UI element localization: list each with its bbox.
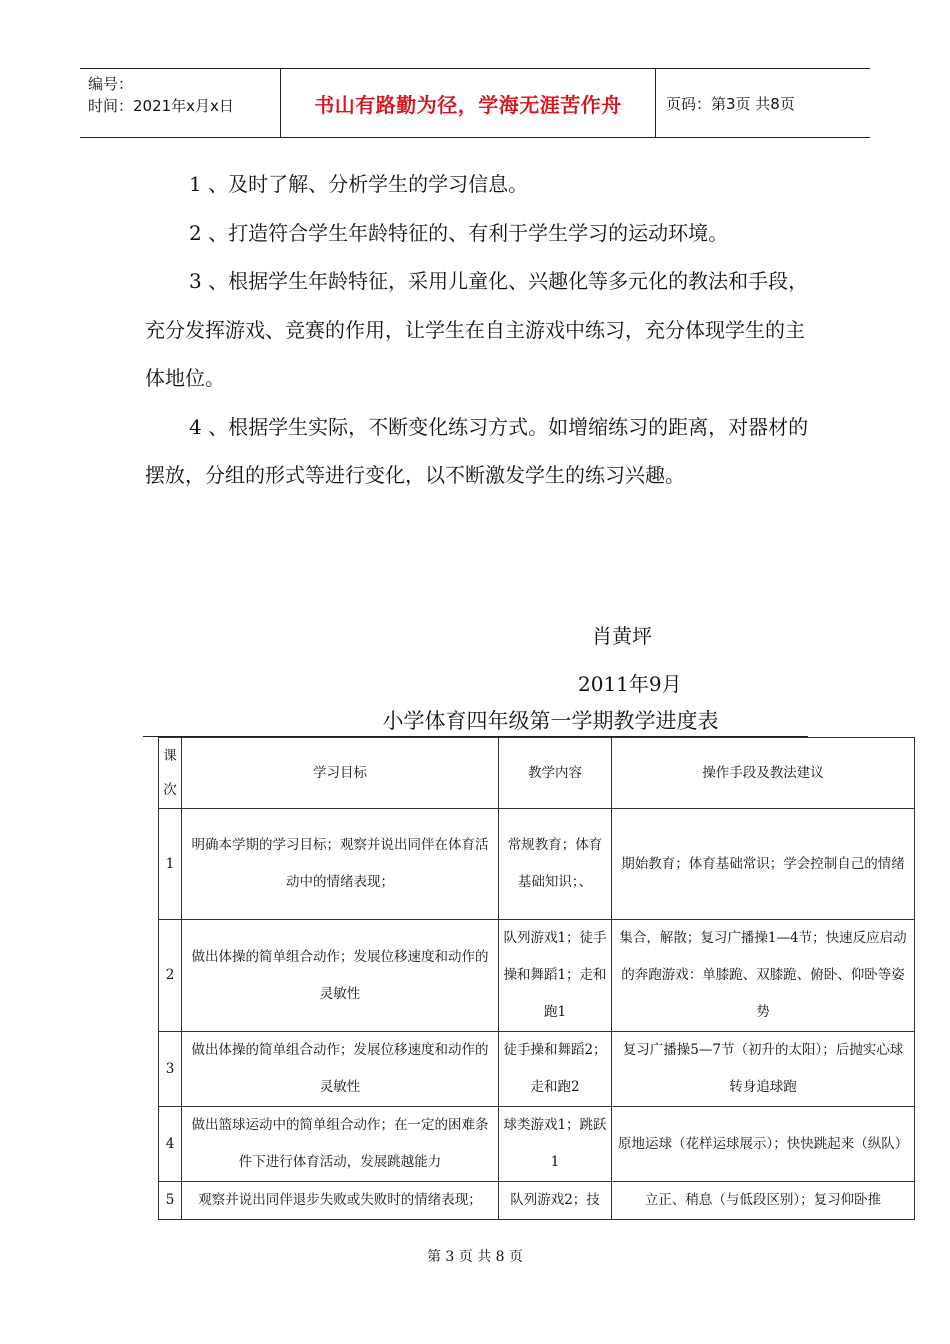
cell-content: 球类游戏1；跳跃1 [499,1107,612,1182]
cell-method: 立正、稍息（与低段区别）；复习仰卧推 [612,1182,915,1220]
cell-content: 队列游戏2；技 [499,1182,612,1220]
header-page-info: 页码：第3页 共8页 [666,94,795,113]
table-row [159,1107,915,1182]
progress-table [158,737,915,1220]
paragraph-block [145,160,815,500]
cell-lesson: 2 [159,920,182,1032]
header-lesson [159,738,182,809]
table-header-row [159,738,915,809]
cell-content: 徒手操和舞蹈2；走和跑2 [499,1032,612,1107]
table-row [159,809,915,920]
cell-method: 期始教育；体育基础常识；学会控制自己的情绪 [612,809,915,920]
header-lesson-text: 课次 [163,748,177,798]
cell-content: 队列游戏1；徒手操和舞蹈1；走和跑1 [499,920,612,1032]
header-motto: 书山有路勤为径，学海无涯苦作舟 [314,92,622,117]
table-title-text: 小学体育四年级第一学期教学进度表 [382,709,719,733]
page-footer: 第 3 页 共 8 页 [426,1249,524,1265]
page-header [80,68,870,138]
cell-goal: 观察并说出同伴退步失败或失败时的情绪表现； [182,1182,499,1220]
cell-goal: 做出篮球运动中的简单组合动作；在一定的困难条件下进行体育活动，发展跳越能力 [182,1107,499,1182]
table-row [159,1032,915,1107]
cell-method: 集合，解散；复习广播操1—4节；快速反应启动的奔跑游戏：单膝跪、双膝跪、俯卧、仰卧等姿势 [612,920,915,1032]
signature-date: 2011年9月 [578,672,682,696]
header-meta [80,69,280,137]
cell-goal: 明确本学期的学习目标；观察并说出同伴在体育活动中的情绪表现； [182,809,499,920]
table-row [159,920,915,1032]
header-method: 操作手段及教法建议 [612,738,915,809]
number-label: 编号： [88,75,134,93]
paragraph-1: 1 、及时了解、分析学生的学习信息。 [189,172,529,196]
signature-name: 肖黄坪 [592,624,652,648]
paragraph-2: 2 、打造符合学生年龄特征的、有利于学生学习的运动环境。 [189,220,729,245]
cell-lesson: 1 [159,809,182,920]
table-row [159,1182,915,1220]
cell-content: 常规教育；体育基础知识；、 [499,809,612,920]
table-title [143,706,808,737]
paragraph-3: 3 、根据学生年龄特征，采用儿童化、兴趣化等多元化的教法和手段，充分发挥游戏、竞赛的作用，让学生在自主游戏中练习，充分体现学生的主体地位。 [145,269,809,390]
cell-goal: 做出体操的简单组合动作；发展位移速度和动作的灵敏性 [182,1032,499,1107]
cell-lesson: 3 [159,1032,182,1107]
cell-method: 原地运球（花样运球展示）；快快跳起来（纵队） [612,1107,915,1182]
cell-lesson: 4 [159,1107,182,1182]
paragraph-4: 4 、根据学生实际，不断变化练习方式。如增缩练习的距离，对器材的摆放，分组的形式等进行变化，以不断激发学生的练习兴趣。 [145,414,809,487]
header-content: 教学内容 [499,738,612,809]
cell-method: 复习广播操5—7节（初升的太阳）；后抛实心球转身追球跑 [612,1032,915,1107]
time-label: 时间：2021年x月x日 [88,97,234,115]
cell-lesson: 5 [159,1182,182,1220]
header-motto-cell [280,69,656,137]
cell-goal: 做出体操的简单组合动作；发展位移速度和动作的灵敏性 [182,920,499,1032]
header-goal: 学习目标 [182,738,499,809]
